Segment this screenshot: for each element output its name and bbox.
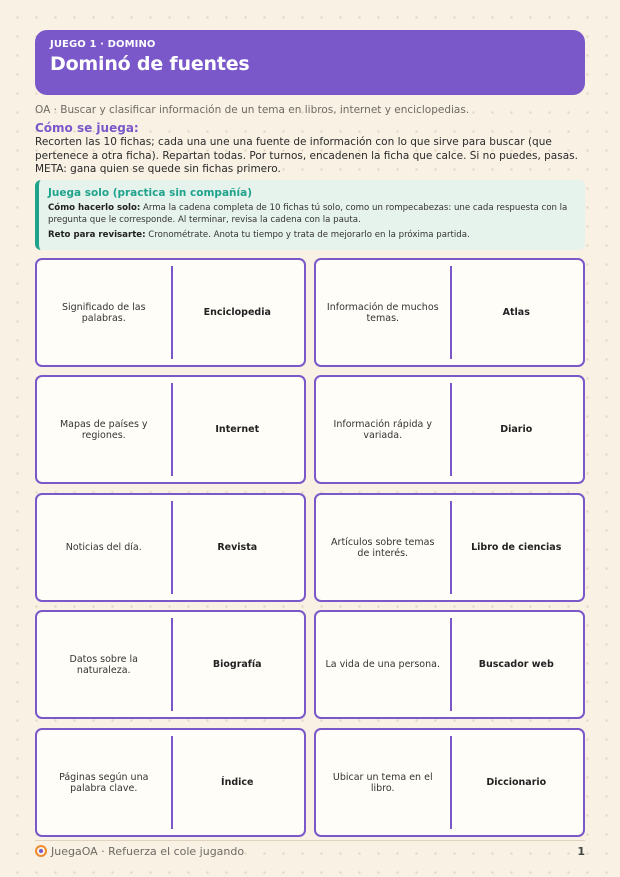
domino-card: [35, 610, 306, 719]
how-to-play-text: Recorten las 10 fichas; cada una une una fuente de información con lo que sirve para buscar (que pertenece a otra ficha). Repartan todas. Por turnos, encadenen la ficha que calce. Si no puedes, pasas. META: gana quien se quede sin fichas primero.: [35, 136, 578, 176]
page-footer: [35, 843, 585, 859]
how-to-play-title: Cómo se juega:: [35, 121, 139, 135]
solo-play-box: [35, 180, 585, 250]
card-source: Internet: [215, 424, 260, 435]
card-source: Diario: [500, 424, 533, 435]
card-divider: [450, 736, 452, 829]
card-clue: Mapas de países y regiones.: [59, 418, 148, 441]
domino-card: [314, 728, 585, 837]
card-clue: Significado de las palabras.: [61, 301, 146, 324]
domino-card: [314, 375, 585, 484]
game-header: [35, 30, 585, 95]
card-clue: Ubicar un tema en el libro.: [332, 771, 433, 794]
card-divider: [450, 501, 452, 594]
page-number: 1: [577, 844, 585, 858]
card-clue: La vida de una persona.: [325, 659, 440, 670]
brand-logo-icon: [35, 845, 47, 857]
card-source: Buscador web: [478, 659, 554, 670]
card-clue: Noticias del día.: [65, 542, 142, 553]
card-divider: [450, 383, 452, 476]
card-divider: [171, 383, 173, 476]
card-divider: [450, 618, 452, 711]
domino-card: [35, 375, 306, 484]
domino-card: [314, 610, 585, 719]
card-divider: [450, 266, 452, 359]
card-source: Índice: [221, 777, 254, 788]
solo-challenge-text: Cronométrate. Anota tu tiempo y trata de mejorarlo en la próxima partida.: [145, 230, 470, 240]
card-clue: Información de muchos temas.: [326, 301, 439, 324]
solo-challenge-label: Reto para revisarte:: [48, 230, 146, 240]
card-divider: [171, 618, 173, 711]
card-source: Atlas: [502, 307, 530, 318]
card-divider: [171, 501, 173, 594]
solo-how-text: Arma la cadena completa de 10 fichas tú solo, como un rompecabezas: une cada respuesta con la pregunta que le corresponde. Al terminar, revisa la cadena con la pauta.: [48, 203, 568, 225]
domino-card: [314, 258, 585, 367]
page-title: Dominó de fuentes: [50, 53, 250, 75]
domino-card: [35, 258, 306, 367]
card-source: Biografía: [212, 659, 262, 670]
card-source: Enciclopedia: [203, 307, 271, 318]
card-clue: Artículos sobre temas de interés.: [331, 536, 435, 559]
solo-challenge-paragraph: [48, 229, 575, 241]
card-clue: Información rápida y variada.: [333, 418, 432, 441]
card-divider: [171, 736, 173, 829]
domino-card: [35, 493, 306, 602]
domino-card: [35, 728, 306, 837]
card-source: Libro de ciencias: [471, 542, 562, 553]
learning-objective: OA · Buscar y clasificar información de un tema en libros, internet y enciclopedias.: [35, 104, 470, 116]
card-source: Revista: [217, 542, 258, 553]
game-kicker: JUEGO 1 · DOMINO: [50, 39, 156, 50]
footer-brand: JuegaOA · Refuerza el cole jugando: [51, 844, 245, 858]
card-clue: Páginas según una palabra clave.: [59, 771, 149, 794]
card-source: Diccionario: [486, 777, 547, 788]
solo-title: Juega solo (practica sin compañía): [48, 187, 252, 199]
domino-card: [314, 493, 585, 602]
solo-how-paragraph: [48, 202, 575, 226]
footer-divider: [35, 840, 585, 841]
card-divider: [171, 266, 173, 359]
solo-how-label: Cómo hacerlo solo:: [48, 203, 141, 213]
card-clue: Datos sobre la naturaleza.: [69, 653, 138, 676]
